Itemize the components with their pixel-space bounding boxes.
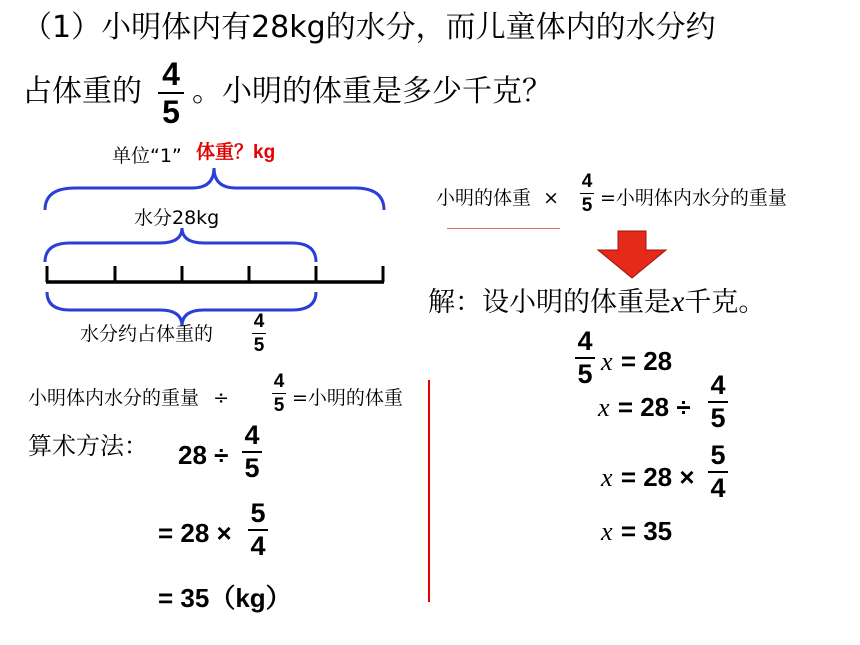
eq1-fraction: 4 5 xyxy=(575,328,595,388)
solution-intro: 解：设小明的体重是x千克。 xyxy=(428,285,766,318)
eq4: x = 35 xyxy=(601,516,673,546)
ratio-brace xyxy=(47,292,316,326)
arith-step-2: = 28 × xyxy=(158,518,232,548)
total-brace xyxy=(45,168,384,210)
arithmetic-label: 算术方法： xyxy=(28,432,148,460)
divider-line xyxy=(428,380,430,602)
relation-2-fraction: 4 5 xyxy=(273,371,285,416)
relation-1-underline xyxy=(447,228,560,229)
water-label: 水分28kg xyxy=(134,207,220,229)
eq2-fraction: 4 5 xyxy=(708,372,728,432)
question-fraction: 4 5 xyxy=(158,58,184,128)
water-ratio-label: 水分约占体重的 xyxy=(80,323,214,345)
eq1: x = 28 xyxy=(601,346,673,376)
arith-step-2-fraction: 5 4 xyxy=(248,500,268,560)
arith-step-1-fraction: 4 5 xyxy=(242,422,262,482)
question-line-2: 占体重的 xyxy=(22,74,142,109)
relation-2: 小明体内水分的重量 ÷ xyxy=(28,387,229,409)
eq2: x = 28 ÷ xyxy=(598,392,691,422)
unit-one-label: 单位“1” xyxy=(112,145,182,167)
relation-1-right: =小明体内水分的重量 xyxy=(600,187,787,209)
eq3-fraction: 5 4 xyxy=(708,442,728,502)
eq3: x = 28 × xyxy=(601,462,695,492)
question-line-1: （1）小明体内有28kg的水分，而儿童体内的水分约 xyxy=(22,10,716,45)
unknown-weight-label: 体重？kg xyxy=(196,142,276,163)
arith-step-1: 28 ÷ xyxy=(178,440,229,470)
water-ratio-fraction: 4 5 xyxy=(253,311,265,356)
relation-2-right: =小明的体重 xyxy=(292,387,403,409)
relation-1: 小明的体重 × xyxy=(436,187,559,209)
arith-step-3: = 35（kg） xyxy=(158,583,292,613)
water-brace xyxy=(45,228,316,262)
relation-1-fraction: 4 5 xyxy=(581,171,593,216)
question-line-2-suffix: 。小明的体重是多少千克？ xyxy=(192,74,552,109)
down-arrow-icon xyxy=(596,230,668,280)
segment-diagram xyxy=(0,0,440,360)
